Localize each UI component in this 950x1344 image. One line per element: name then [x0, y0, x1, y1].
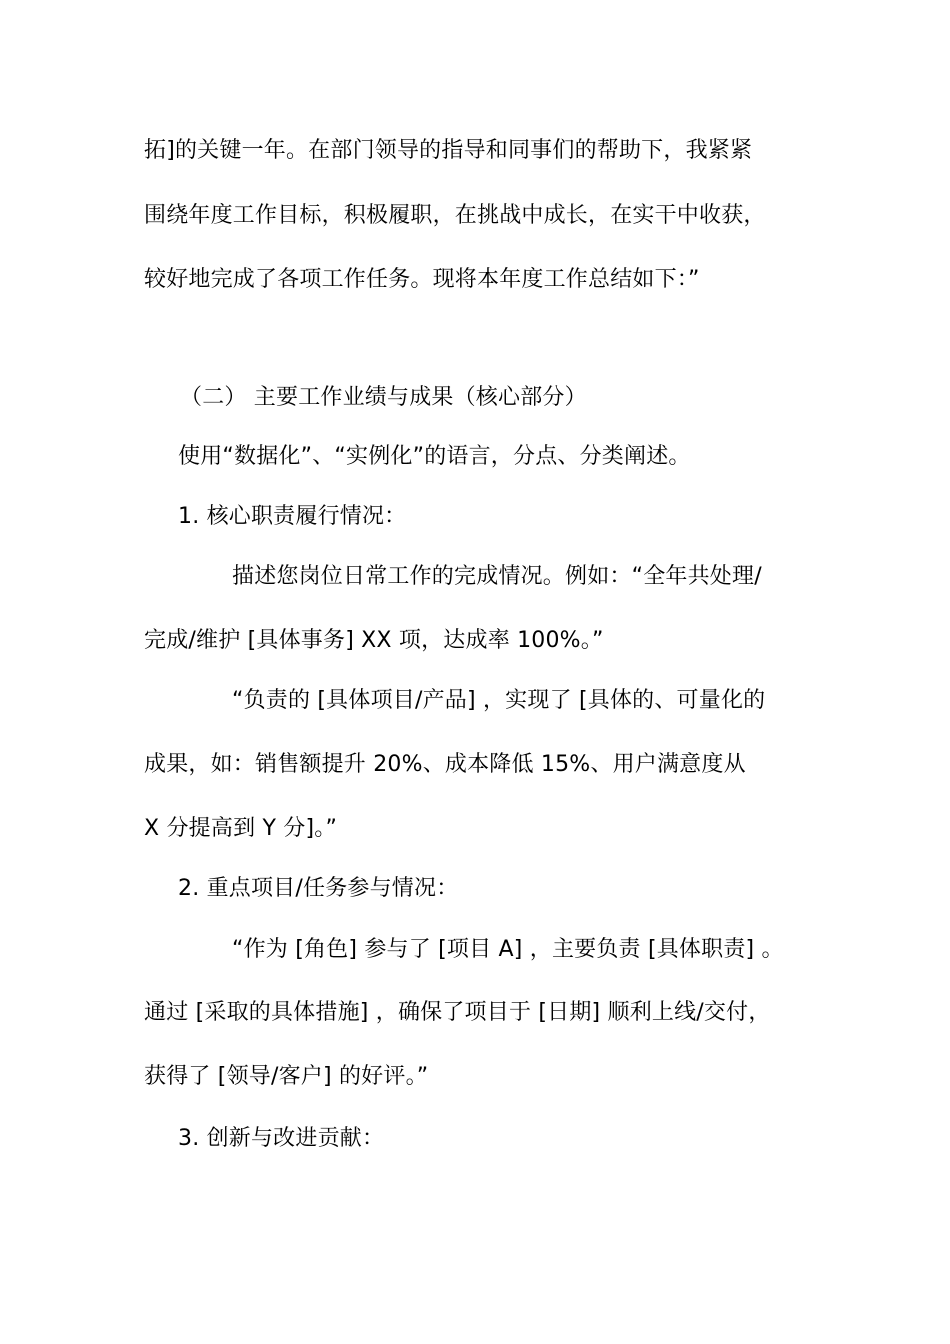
item-1-title: 1. 核心职责履行情况： [178, 504, 407, 529]
item-1-example-1-line-1: 描述您岗位日常工作的完成情况。例如：“全年共处理/ [232, 564, 762, 589]
item-2-title: 2. 重点项目/任务参与情况： [178, 876, 459, 901]
item-1-example-2-line-2: 成果，如：销售额提升 20%、成本降低 15%、用户满意度从 [144, 752, 746, 777]
item-2-example-line-1: “作为 [角色] 参与了 [项目 A] ，主要负责 [具体职责] 。 [232, 937, 784, 962]
intro-line-1: 拓]的关键一年。在部门领导的指导和同事们的帮助下，我紧紧 [144, 138, 753, 163]
intro-line-2: 围绕年度工作目标，积极履职，在挑战中成长，在实干中收获， [144, 203, 766, 228]
item-3-title: 3. 创新与改进贡献： [178, 1126, 385, 1151]
section-heading: （二） 主要工作业绩与成果（核心部分） [180, 385, 587, 410]
item-1-example-2-line-3: X 分提高到 Y 分]。” [144, 816, 338, 841]
item-1-example-2-line-1: “负责的 [具体项目/产品] ，实现了 [具体的、可量化的 [232, 688, 766, 713]
item-2-example-line-3: 获得了 [领导/客户] 的好评。” [144, 1064, 429, 1089]
section-instruction: 使用“数据化”、“实例化”的语言，分点、分类阐述。 [178, 444, 691, 469]
item-2-example-line-2: 通过 [采取的具体措施] ，确保了项目于 [日期] 顺利上线/交付， [144, 1000, 771, 1025]
item-1-example-1-line-2: 完成/维护 [具体事务] XX 项，达成率 100%。” [144, 628, 604, 653]
intro-line-3: 较好地完成了各项工作任务。现将本年度工作总结如下：” [144, 267, 700, 292]
